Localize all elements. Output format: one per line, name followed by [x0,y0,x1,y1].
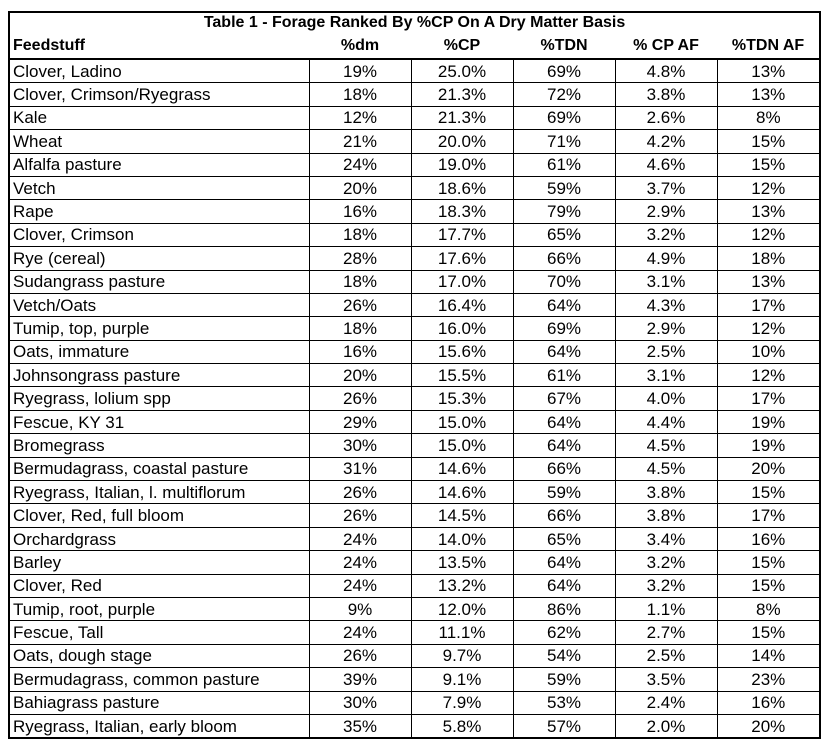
cell-dm: 20% [309,364,411,387]
cell-tdn: 71% [513,130,615,153]
cell-cp-af: 4.5% [615,457,717,480]
forage-table [8,11,821,739]
cell-cp-af: 2.5% [615,340,717,363]
cell-dm: 21% [309,130,411,153]
header-tdn-af: %TDN AF [717,33,820,59]
cell-tdn-af: 8% [717,106,820,129]
cell-cp-af: 4.3% [615,293,717,316]
cell-feedstuff: Johnsongrass pasture [9,364,309,387]
cell-cp: 25.0% [411,59,513,83]
cell-tdn: 64% [513,574,615,597]
cell-tdn: 64% [513,293,615,316]
cell-tdn-af: 8% [717,597,820,620]
cell-dm: 31% [309,457,411,480]
cell-feedstuff: Wheat [9,130,309,153]
table-row [9,457,820,480]
cell-cp: 21.3% [411,83,513,106]
cell-tdn-af: 15% [717,481,820,504]
table-row [9,364,820,387]
table-row [9,223,820,246]
cell-dm: 20% [309,176,411,199]
cell-tdn: 72% [513,83,615,106]
cell-tdn: 62% [513,621,615,644]
table-row [9,106,820,129]
cell-feedstuff: Oats, immature [9,340,309,363]
cell-cp-af: 3.2% [615,551,717,574]
cell-cp-af: 2.9% [615,200,717,223]
cell-feedstuff: Clover, Red, full bloom [9,504,309,527]
table-row [9,340,820,363]
cell-tdn: 65% [513,223,615,246]
cell-dm: 30% [309,691,411,714]
cell-dm: 18% [309,270,411,293]
cell-tdn-af: 12% [717,223,820,246]
table-row [9,247,820,270]
cell-cp: 17.6% [411,247,513,270]
cell-tdn: 79% [513,200,615,223]
cell-dm: 9% [309,597,411,620]
cell-feedstuff: Sudangrass pasture [9,270,309,293]
cell-tdn-af: 13% [717,83,820,106]
table-title-row [9,12,820,33]
cell-cp-af: 4.0% [615,387,717,410]
cell-tdn-af: 14% [717,644,820,667]
cell-cp: 15.0% [411,434,513,457]
cell-tdn: 53% [513,691,615,714]
cell-cp: 14.5% [411,504,513,527]
cell-cp-af: 3.8% [615,83,717,106]
cell-cp: 19.0% [411,153,513,176]
cell-dm: 16% [309,340,411,363]
cell-tdn-af: 15% [717,153,820,176]
cell-dm: 26% [309,293,411,316]
cell-cp-af: 4.5% [615,434,717,457]
cell-cp: 12.0% [411,597,513,620]
cell-tdn: 57% [513,714,615,738]
cell-feedstuff: Bahiagrass pasture [9,691,309,714]
cell-dm: 26% [309,644,411,667]
cell-cp: 14.6% [411,481,513,504]
cell-dm: 29% [309,410,411,433]
cell-tdn: 66% [513,457,615,480]
cell-feedstuff: Oats, dough stage [9,644,309,667]
cell-tdn-af: 12% [717,364,820,387]
cell-cp-af: 1.1% [615,597,717,620]
cell-feedstuff: Kale [9,106,309,129]
cell-feedstuff: Clover, Red [9,574,309,597]
cell-cp-af: 4.8% [615,59,717,83]
table-row [9,293,820,316]
cell-feedstuff: Ryegrass, Italian, early bloom [9,714,309,738]
cell-dm: 24% [309,153,411,176]
cell-tdn: 59% [513,176,615,199]
cell-tdn: 66% [513,504,615,527]
cell-feedstuff: Ryegrass, lolium spp [9,387,309,410]
table-title: Table 1 - Forage Ranked By %CP On A Dry Matter Basis [9,12,820,33]
cell-feedstuff: Alfalfa pasture [9,153,309,176]
cell-tdn-af: 10% [717,340,820,363]
table-row [9,691,820,714]
cell-cp: 14.0% [411,527,513,550]
cell-cp: 20.0% [411,130,513,153]
table-row [9,176,820,199]
cell-tdn-af: 19% [717,434,820,457]
cell-cp-af: 3.1% [615,364,717,387]
cell-feedstuff: Vetch [9,176,309,199]
table-row [9,200,820,223]
table-row [9,551,820,574]
cell-cp-af: 3.5% [615,668,717,691]
cell-feedstuff: Bromegrass [9,434,309,457]
cell-cp: 9.7% [411,644,513,667]
table-row [9,644,820,667]
cell-tdn: 61% [513,364,615,387]
cell-feedstuff: Ryegrass, Italian, l. multiflorum [9,481,309,504]
cell-cp-af: 4.2% [615,130,717,153]
table-row [9,714,820,738]
table-body [9,59,820,738]
table-row [9,621,820,644]
cell-tdn-af: 13% [717,59,820,83]
cell-tdn-af: 15% [717,574,820,597]
cell-feedstuff: Orchardgrass [9,527,309,550]
cell-cp: 15.6% [411,340,513,363]
table-row [9,597,820,620]
cell-dm: 24% [309,527,411,550]
cell-tdn-af: 20% [717,457,820,480]
cell-dm: 18% [309,83,411,106]
cell-tdn-af: 19% [717,410,820,433]
cell-tdn: 64% [513,340,615,363]
cell-cp: 15.5% [411,364,513,387]
cell-tdn-af: 20% [717,714,820,738]
cell-tdn: 67% [513,387,615,410]
cell-cp-af: 4.6% [615,153,717,176]
table-row [9,270,820,293]
cell-tdn-af: 13% [717,200,820,223]
cell-cp: 17.7% [411,223,513,246]
cell-tdn: 69% [513,317,615,340]
cell-feedstuff: Rye (cereal) [9,247,309,270]
cell-tdn: 59% [513,481,615,504]
table-row [9,481,820,504]
table-row [9,130,820,153]
cell-feedstuff: Fescue, KY 31 [9,410,309,433]
cell-feedstuff: Bermudagrass, common pasture [9,668,309,691]
table-row [9,527,820,550]
cell-cp-af: 2.6% [615,106,717,129]
cell-cp: 16.4% [411,293,513,316]
cell-tdn: 54% [513,644,615,667]
cell-cp: 13.5% [411,551,513,574]
cell-tdn: 70% [513,270,615,293]
cell-tdn: 64% [513,551,615,574]
cell-tdn: 69% [513,106,615,129]
cell-cp-af: 3.8% [615,481,717,504]
header-feedstuff: Feedstuff [9,33,309,59]
table-row [9,83,820,106]
cell-feedstuff: Bermudagrass, coastal pasture [9,457,309,480]
cell-dm: 18% [309,317,411,340]
cell-feedstuff: Fescue, Tall [9,621,309,644]
cell-tdn: 64% [513,410,615,433]
cell-tdn: 64% [513,434,615,457]
cell-tdn-af: 15% [717,621,820,644]
cell-tdn: 66% [513,247,615,270]
table-row [9,387,820,410]
cell-cp: 17.0% [411,270,513,293]
table-row [9,317,820,340]
cell-feedstuff: Clover, Crimson [9,223,309,246]
cell-cp-af: 4.9% [615,247,717,270]
cell-dm: 12% [309,106,411,129]
cell-dm: 24% [309,621,411,644]
cell-cp-af: 2.4% [615,691,717,714]
cell-cp-af: 3.8% [615,504,717,527]
cell-cp: 16.0% [411,317,513,340]
cell-tdn-af: 15% [717,130,820,153]
cell-cp-af: 3.1% [615,270,717,293]
cell-tdn-af: 17% [717,293,820,316]
cell-dm: 30% [309,434,411,457]
cell-dm: 24% [309,551,411,574]
cell-cp-af: 2.7% [615,621,717,644]
cell-feedstuff: Barley [9,551,309,574]
table-row [9,410,820,433]
cell-cp: 13.2% [411,574,513,597]
forage-sheet [8,11,819,739]
cell-cp: 18.6% [411,176,513,199]
cell-tdn-af: 16% [717,691,820,714]
cell-feedstuff: Tumip, top, purple [9,317,309,340]
cell-dm: 28% [309,247,411,270]
cell-tdn-af: 15% [717,551,820,574]
cell-tdn-af: 13% [717,270,820,293]
cell-dm: 26% [309,481,411,504]
header-cp: %CP [411,33,513,59]
cell-tdn-af: 23% [717,668,820,691]
cell-tdn-af: 16% [717,527,820,550]
table-row [9,59,820,83]
cell-tdn-af: 17% [717,387,820,410]
cell-tdn-af: 12% [717,176,820,199]
cell-dm: 35% [309,714,411,738]
cell-cp-af: 2.9% [615,317,717,340]
cell-feedstuff: Clover, Crimson/Ryegrass [9,83,309,106]
cell-feedstuff: Vetch/Oats [9,293,309,316]
cell-tdn-af: 17% [717,504,820,527]
table-row [9,668,820,691]
cell-cp: 9.1% [411,668,513,691]
cell-dm: 24% [309,574,411,597]
cell-cp-af: 2.0% [615,714,717,738]
cell-dm: 26% [309,387,411,410]
cell-dm: 16% [309,200,411,223]
cell-tdn: 61% [513,153,615,176]
header-tdn: %TDN [513,33,615,59]
cell-cp-af: 4.4% [615,410,717,433]
header-dm: %dm [309,33,411,59]
header-cp-af: % CP AF [615,33,717,59]
cell-dm: 26% [309,504,411,527]
cell-cp: 21.3% [411,106,513,129]
cell-cp: 15.0% [411,410,513,433]
cell-tdn: 65% [513,527,615,550]
cell-cp-af: 2.5% [615,644,717,667]
cell-cp-af: 3.2% [615,574,717,597]
cell-feedstuff: Tumip, root, purple [9,597,309,620]
cell-cp-af: 3.7% [615,176,717,199]
cell-cp-af: 3.4% [615,527,717,550]
cell-cp: 15.3% [411,387,513,410]
cell-feedstuff: Rape [9,200,309,223]
table-row [9,434,820,457]
cell-tdn: 59% [513,668,615,691]
cell-tdn: 86% [513,597,615,620]
cell-cp: 14.6% [411,457,513,480]
cell-dm: 19% [309,59,411,83]
cell-cp-af: 3.2% [615,223,717,246]
cell-dm: 39% [309,668,411,691]
table-row [9,574,820,597]
cell-cp: 11.1% [411,621,513,644]
cell-cp: 5.8% [411,714,513,738]
cell-tdn: 69% [513,59,615,83]
table-row [9,504,820,527]
cell-cp: 7.9% [411,691,513,714]
table-header-row [9,33,820,59]
cell-dm: 18% [309,223,411,246]
cell-tdn-af: 18% [717,247,820,270]
table-row [9,153,820,176]
cell-feedstuff: Clover, Ladino [9,59,309,83]
cell-tdn-af: 12% [717,317,820,340]
cell-cp: 18.3% [411,200,513,223]
